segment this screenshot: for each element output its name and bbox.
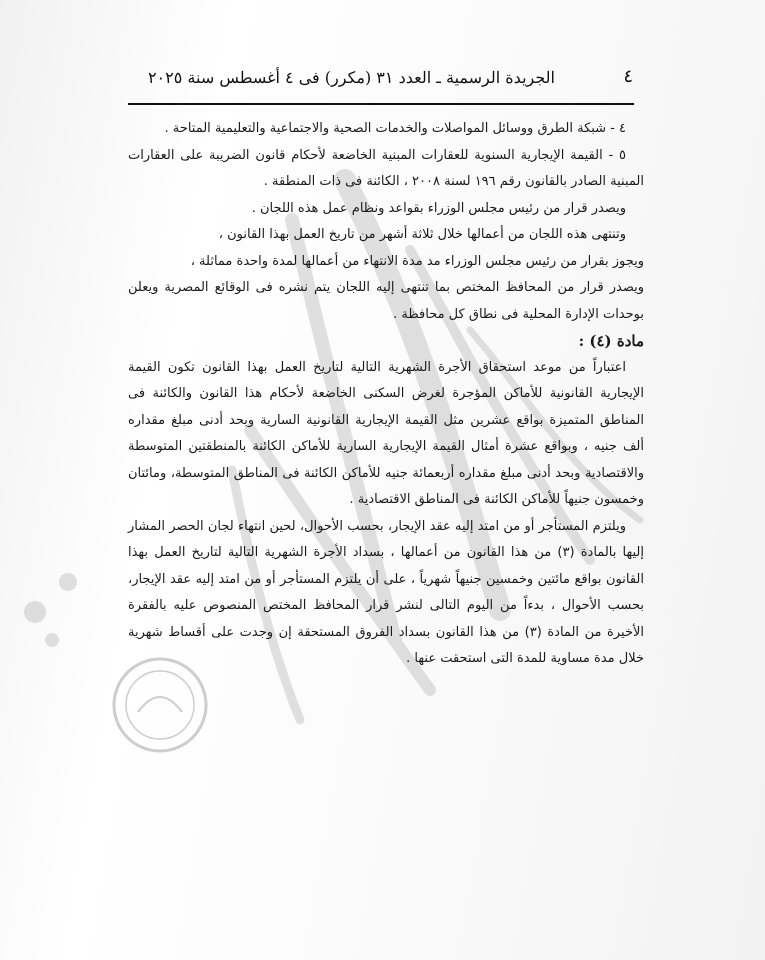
paragraph: ويجوز بقرار من رئيس مجلس الوزراء مد مدة الانتهاء من أعمالها لمدة واحدة مماثلة ، bbox=[190, 253, 644, 269]
paragraph: ويصدر قرار من المحافظ المختص بما تنتهى إليه اللجان يتم نشره فى الوقائع المصرية ويعلن بوحدات الإدارة المحلية فى نطاق كل محافظة . bbox=[128, 280, 644, 322]
paragraph: وتنتهى هذه اللجان من أعمالها خلال ثلاثة أشهر من تاريخ العمل بهذا القانون ، bbox=[218, 227, 626, 242]
header-rule bbox=[128, 103, 634, 105]
page-body bbox=[128, 116, 644, 673]
list-item: ٤ - شبكة الطرق ووسائل المواصلات والخدمات الصحية والاجتماعية والتعليمية المتاحة . bbox=[164, 121, 626, 136]
page-header bbox=[128, 64, 633, 104]
running-title: الجريدة الرسمية ـ العدد ٣١ (مكرر) فى ٤ أغسطس سنة ٢٠٢٥ bbox=[147, 68, 555, 87]
list-item: ٥ - القيمة الإيجارية السنوية للعقارات المبنية الخاضعة لأحكام قانون الضريبة على العقارات المبنية الصادر بالقانون رقم ١٩٦ لسنة ٢٠٠٨ ، الكائنة فى ذات المنطقة . bbox=[128, 147, 644, 189]
page-number: ٤ bbox=[623, 66, 633, 87]
article-heading: مادة (٤) : bbox=[578, 332, 644, 350]
paragraph: ويلتزم المستأجر أو من امتد إليه عقد الإيجار، بحسب الأحوال، لحين انتهاء لجان الحصر المشار إليها بالمادة (٣) من هذا القانون من أعمالها ، بسداد الأجرة الشهرية التالية لتاريخ العمل بهذا القانون بواقع مائتين وخمسين جنيهاً شهرياً ، على أن يلتزم المستأجر أو من امتد إليه عقد الإيجار، بحسب الأحوال ، بدءاً من اليوم التالى لنشر قرار المحافظ المختص المنصوص عليه بالفقرة الأخيرة من المادة (٣) من هذا القانون بسداد الفروق المستحقة إن وجدت على أقساط شهرية خلال مدة مساوية للمدة التى استحقت عنها . bbox=[128, 518, 645, 666]
emblem-seal bbox=[114, 659, 206, 751]
paragraph: ويصدر قرار من رئيس مجلس الوزراء بقواعد ونظام عمل هذه اللجان . bbox=[251, 200, 626, 216]
paragraph: اعتباراً من موعد استحقاق الأجرة الشهرية التالية لتاريخ العمل بهذا القانون تكون القيمة الإيجارية القانونية للأماكن المؤجرة لغرض السكنى الخاضعة لأحكام هذا القانون والكائنة فى المناطق المتميزة بواقع عشرين مثل القيمة الإيجارية القانونية السارية وبحد أدنى مبلغ مقداره ألف جنيه ، وبواقع عشرة أمثال القيمة الإيجارية السارية للأماكن الكائنة بالمنطقتين المتوسطة والاقتصادية وبحد أدنى مبلغ مقداره أربعمائة جنيه للأماكن الكائنة فى المناطق المتوسطة، ومائتان وخمسون جنيهاً للأماكن الكائنة فى المناطق الاقتصادية . bbox=[128, 359, 644, 507]
